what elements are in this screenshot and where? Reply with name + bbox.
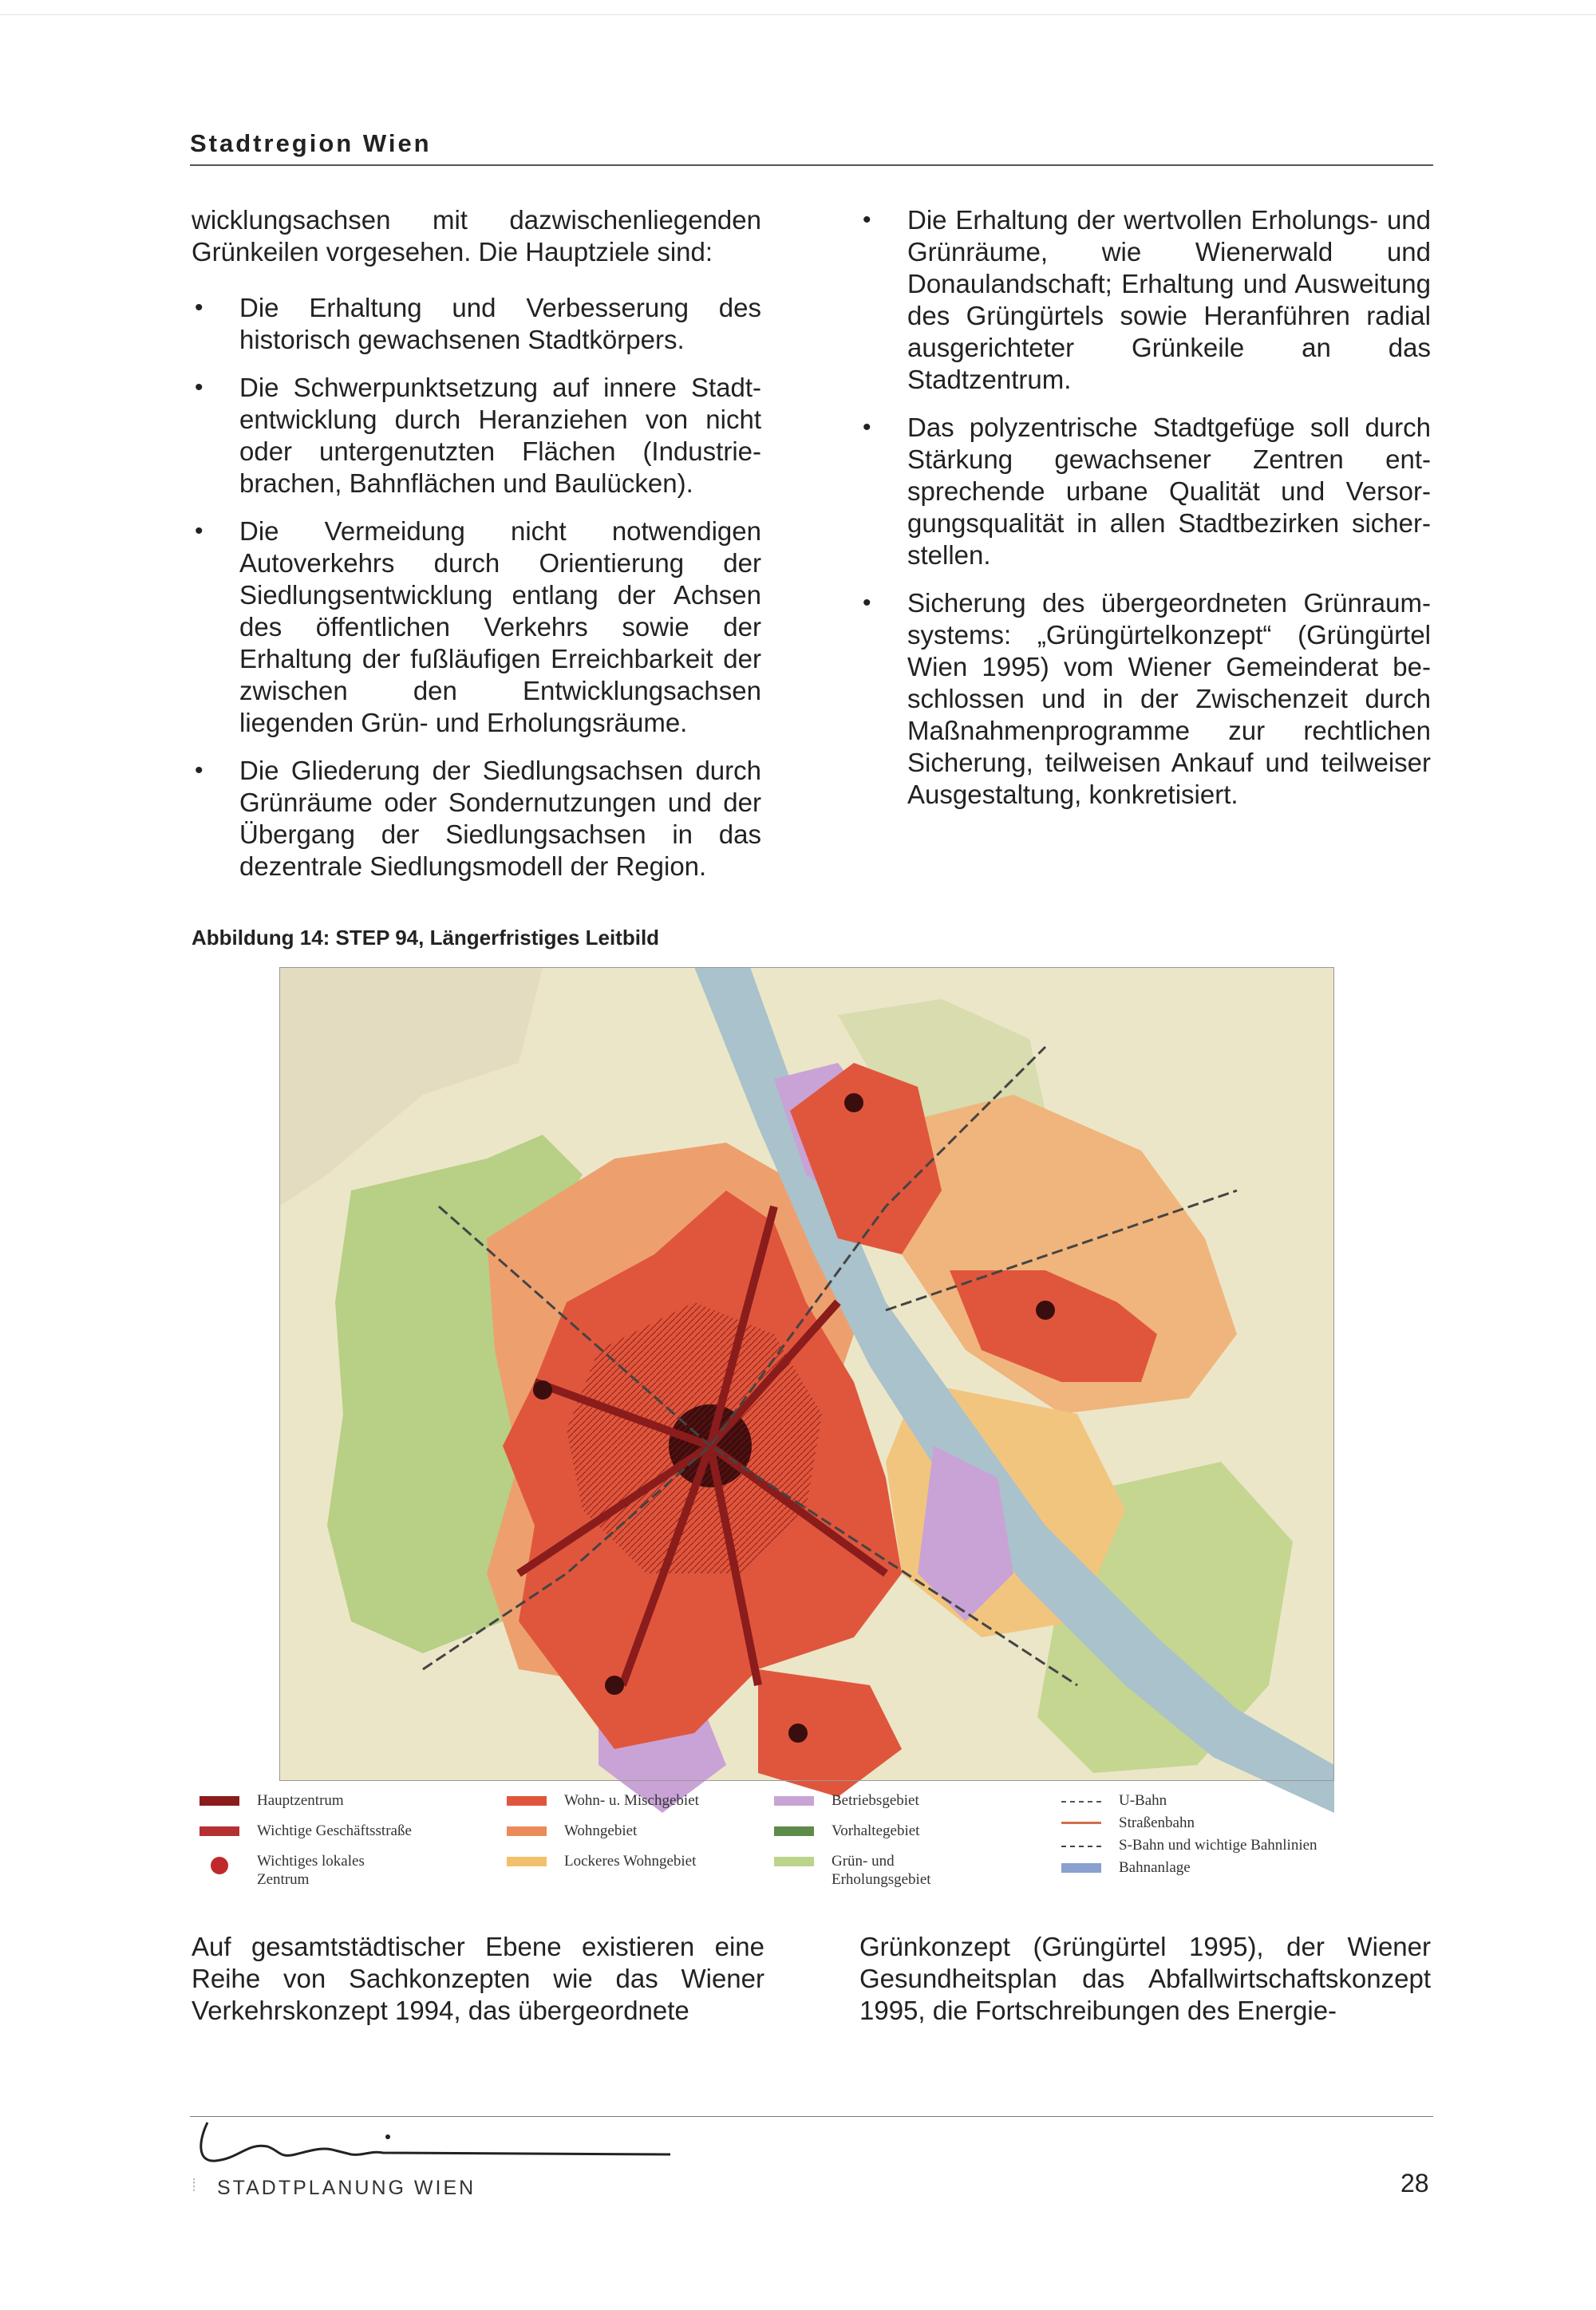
legend-item: Hauptzentrum xyxy=(200,1791,344,1810)
legend-swatch xyxy=(200,1826,239,1836)
top-border xyxy=(0,14,1596,15)
legend-item: Lockeres Wohngebiet xyxy=(507,1852,696,1870)
intro-paragraph: wicklungsachsen mit dazwischenliegenden Grünkeilen vorgesehen. Die Hauptziele sind: xyxy=(192,205,761,267)
city-crest-icon: ⁞ xyxy=(192,2175,197,2195)
map-legend xyxy=(200,1791,1444,1903)
legend-swatch xyxy=(774,1857,814,1866)
bottom-left-paragraph: Auf gesamtstädtischer Ebene existieren eine Reihe von Sachkonzepten wie das Wiener Verkehrskonzept 1994, das übergeordnete xyxy=(192,1932,764,2025)
left-bullet-list xyxy=(192,292,761,883)
vienna-land-use-map xyxy=(279,967,1334,2226)
legend-swatch xyxy=(211,1857,228,1874)
list-item: • Die Schwerpunktsetzung auf innere Stadtentwicklung durch Heranziehen von nicht oder untergenutzten Flächen (Industriebrachen, Bahnflächen und Baulücken). xyxy=(195,373,761,498)
page-number: 28 xyxy=(1400,2169,1429,2197)
bottom-right-paragraph: Grünkonzept (Grüngürtel 1995), der Wiener Gesundheitsplan das Abfallwirtschaftskonzept 1995, die Fortschreibungen des Energie- xyxy=(859,1932,1431,2025)
legend-item: Wichtiges lokales Zentrum xyxy=(200,1852,365,1889)
list-item: • Sicherung des übergeordneten Grünraumsystems: „Grüngürtelkonzept“ (Grüngürtel Wien 1995) vom Wiener Gemeinderat beschlossen und in der Zwischenzeit durch Maßnahmenprogramme zur rechtlichen Sicherung, teilweisen Ankauf und teilweiser Ausgestaltung, konkretisiert. xyxy=(863,588,1431,809)
bullet-icon: • xyxy=(195,518,203,544)
legend-item: Wohn- u. Mischgebiet xyxy=(507,1791,699,1810)
list-item: • Die Vermeidung nicht notwendigen Autoverkehrs durch Orientierung der Siedlungsentwicklung entlang der Achsen des öffentlichen Verkehrs sowie der Erhaltung der fußläufigen Erreichbarkeit der zwischen den Entwicklungsachsen liegenden Grün- und Erholungsräume. xyxy=(195,516,761,737)
legend-item: Wichtige Geschäftsstraße xyxy=(200,1822,412,1840)
legend-item: Wohngebiet xyxy=(507,1822,637,1840)
signature-logo xyxy=(192,2107,686,2170)
legend-item: Betriebsgebiet xyxy=(774,1791,919,1810)
list-item: • Die Gliederung der Siedlungsachsen durch Grünräume oder Sondernutzungen und der Übergang der Siedlungsachsen in das dezentrale Siedlungsmodell der Region. xyxy=(195,756,761,881)
list-item: • Das polyzentrische Stadtgefüge soll durch Stärkung gewachsener Zentren entsprechende urbane Qualität und Versorgungsqualität in allen Stadtbezirken sicherstellen. xyxy=(863,413,1431,570)
running-header: Stadtregion Wien xyxy=(190,129,432,157)
legend-swatch xyxy=(507,1796,547,1806)
legend-item: Vorhaltegebiet xyxy=(774,1822,919,1840)
legend-swatch xyxy=(1061,1863,1101,1873)
legend-swatch xyxy=(200,1796,239,1806)
left-column xyxy=(192,204,761,898)
legend-item: Straßenbahn xyxy=(1061,1814,1195,1832)
bullet-icon: • xyxy=(863,590,871,616)
legend-item: U-Bahn xyxy=(1061,1791,1167,1810)
legend-swatch xyxy=(507,1826,547,1836)
right-bullet-list xyxy=(859,204,1431,811)
legend-item: Grün- und Erholungsgebiet xyxy=(774,1852,931,1889)
legend-swatch xyxy=(1061,1801,1101,1803)
legend-swatch xyxy=(507,1857,547,1866)
figure-caption: Abbildung 14: STEP 94, Längerfristiges Leitbild xyxy=(192,926,660,950)
footer-organization: STADTPLANUNG WIEN xyxy=(217,2177,476,2199)
list-item: • Die Erhaltung der wertvollen Erholungs- und Grünräume, wie Wienerwald und Donaulandschaft; Erhaltung und Ausweitung des Grüngürtels sowie Heranführen radial ausgerichteter Grünkeile an das Stadtzentrum. xyxy=(863,205,1431,394)
list-item: • Die Erhaltung und Verbesserung des historisch gewachsenen Stadtkörpers. xyxy=(195,293,761,354)
legend-item: Bahnanlage xyxy=(1061,1858,1191,1877)
legend-item: S-Bahn und wichtige Bahnlinien xyxy=(1061,1836,1317,1854)
legend-swatch xyxy=(774,1796,814,1806)
bullet-icon: • xyxy=(863,207,871,233)
bullet-icon: • xyxy=(195,374,203,401)
header-rule xyxy=(190,164,1433,166)
bullet-icon: • xyxy=(195,757,203,784)
right-column xyxy=(859,204,1431,827)
legend-swatch xyxy=(1061,1822,1101,1824)
legend-swatch xyxy=(774,1826,814,1836)
bullet-icon: • xyxy=(195,294,203,321)
legend-swatch xyxy=(1061,1846,1101,1847)
bullet-icon: • xyxy=(863,414,871,440)
